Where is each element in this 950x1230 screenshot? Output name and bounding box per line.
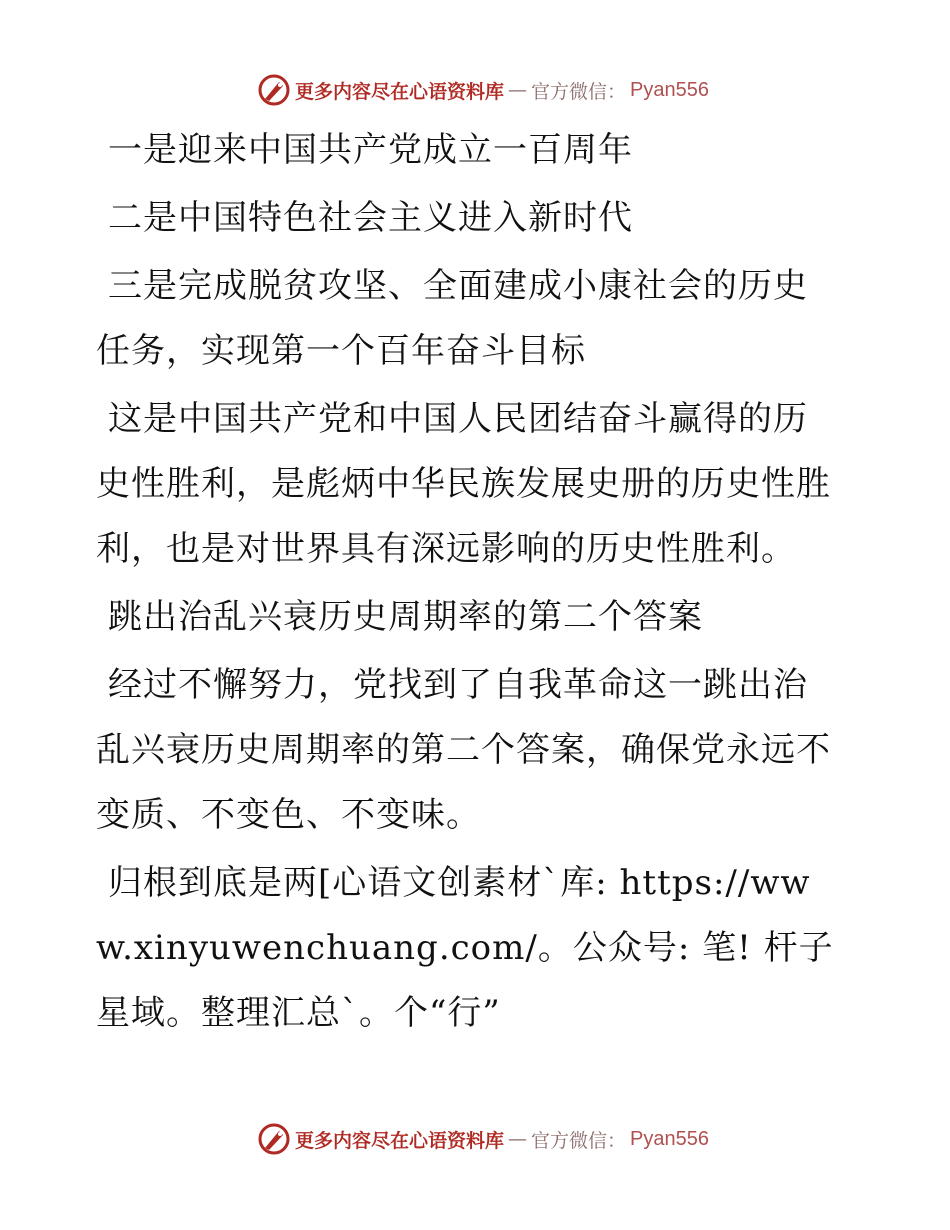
- banner-dash: —: [508, 79, 528, 101]
- paragraph-4: 这是中国共产党和中国人民团结奋斗赢得的历史性胜利，是彪炳中华民族发展史册的历史性胜利，也是对世界具有深远影响的历史性胜利。: [96, 399, 831, 569]
- document-body: [96, 118, 836, 1049]
- paragraph-6: 经过不懈努力，党找到了自我革命这一跳出治乱兴衰历史周期率的第二个答案，确保党永远不变质、不变色、不变味。: [96, 665, 831, 835]
- paragraph-2: 二是中国特色社会主义进入新时代: [108, 198, 633, 238]
- pen-nib-logo-icon: [257, 73, 291, 107]
- footer-watermark: [0, 1119, 950, 1159]
- header-watermark: [0, 70, 950, 110]
- banner-main-text: 更多内容尽在心语资料库: [295, 1129, 505, 1152]
- paragraph-5: 跳出治乱兴衰历史周期率的第二个答案: [108, 597, 703, 637]
- paragraph-7: 归根到底是两[心语文创素材`库: https://www.xinyuwenchuang.com/。公众号: 笔! 杆子星域。整理汇总`。个“行”: [96, 863, 834, 1033]
- banner-wechat-id: Pyan556: [630, 78, 709, 101]
- banner-dash: —: [508, 1128, 528, 1150]
- banner-wechat-id: Pyan556: [630, 1127, 709, 1150]
- banner-sub-text: 官方微信：: [531, 1129, 627, 1152]
- paragraph-3: 三是完成脱贫攻坚、全面建成小康社会的历史任务，实现第一个百年奋斗目标: [96, 266, 808, 371]
- pen-nib-logo-icon: [257, 1122, 291, 1156]
- paragraph-1: 一是迎来中国共产党成立一百周年: [108, 130, 633, 170]
- banner-sub-text: 官方微信：: [531, 80, 627, 103]
- banner-main-text: 更多内容尽在心语资料库: [295, 80, 505, 103]
